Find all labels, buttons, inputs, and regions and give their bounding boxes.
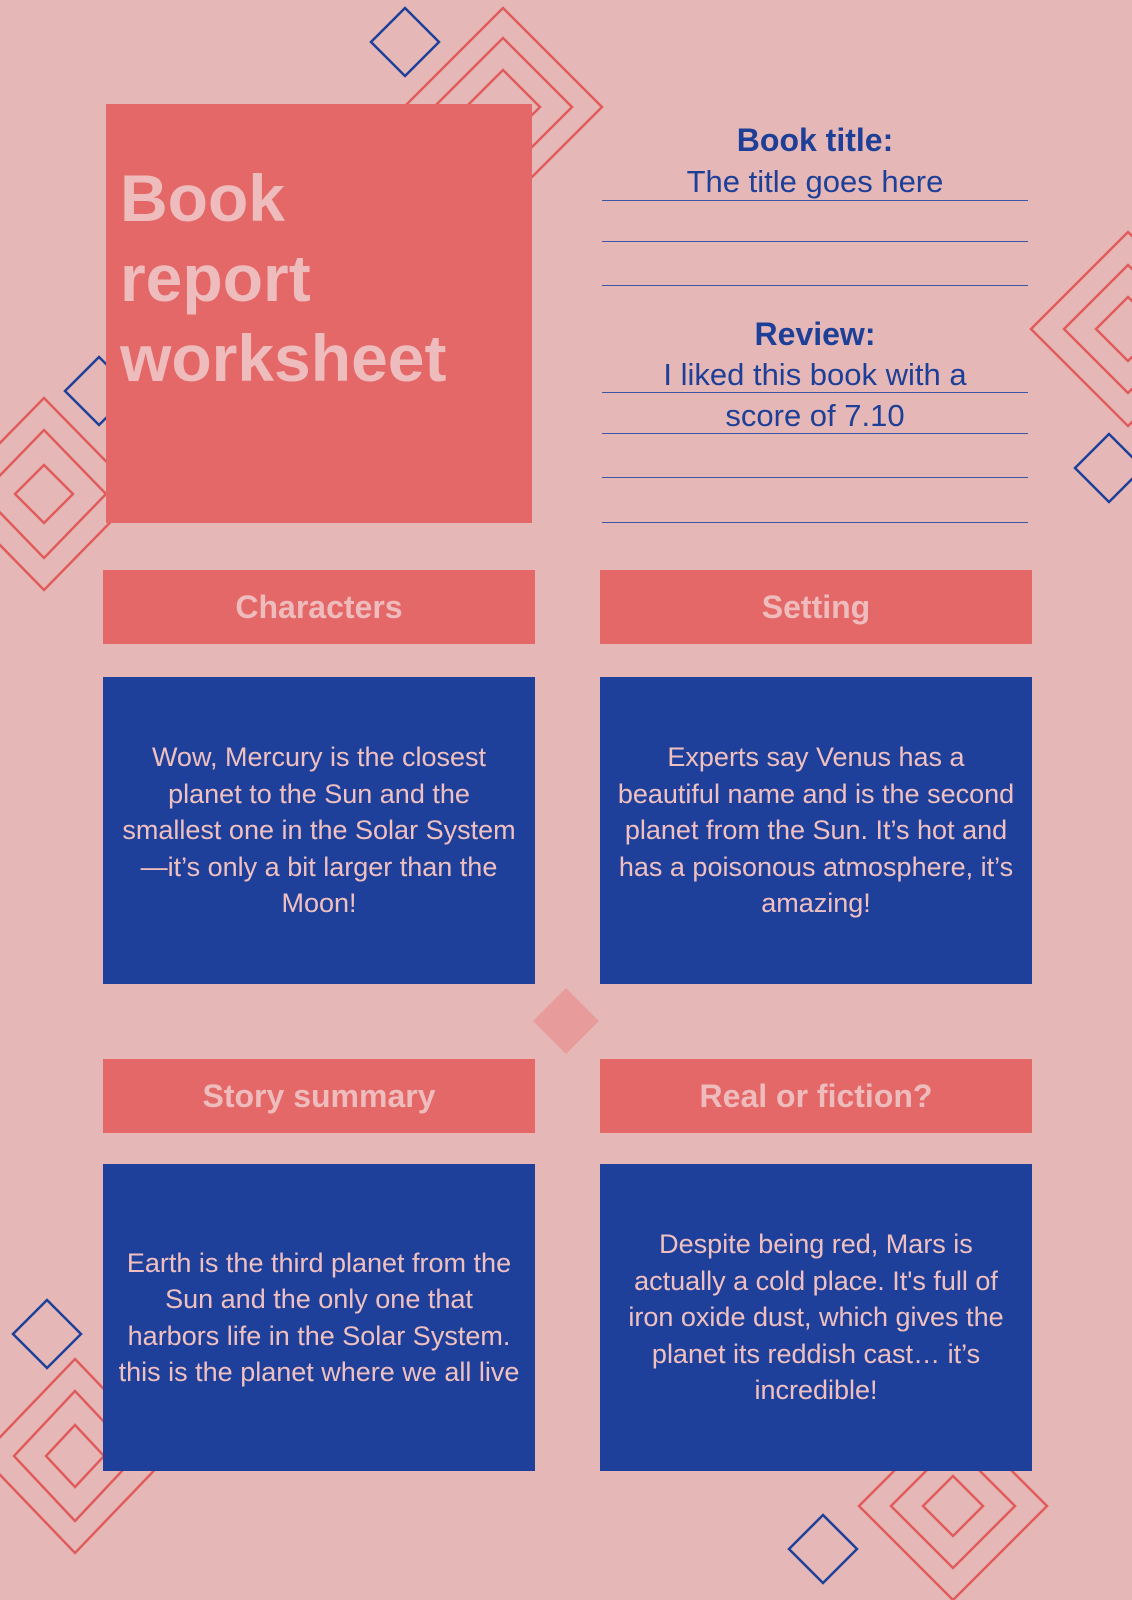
- worksheet-title: [120, 158, 446, 398]
- title-block: [106, 104, 532, 523]
- story-summary-label: Story summary: [103, 1059, 535, 1133]
- setting-box: [600, 677, 1032, 984]
- characters-label: Characters: [103, 570, 535, 644]
- writing-line: [602, 285, 1028, 286]
- setting-label: Setting: [600, 570, 1032, 644]
- writing-line: [602, 241, 1028, 242]
- title-line-3: worksheet: [120, 321, 447, 395]
- writing-line: [602, 522, 1028, 523]
- real-or-fiction-label: Real or fiction?: [600, 1059, 1032, 1133]
- writing-line: [602, 392, 1028, 393]
- book-title-value: The title goes here: [686, 164, 944, 199]
- story-summary-box: [103, 1164, 535, 1471]
- writing-line: [602, 200, 1028, 201]
- book-title-label: Book title:: [736, 122, 894, 158]
- characters-box: [103, 677, 535, 984]
- writing-line: [602, 477, 1028, 478]
- title-line-1: Book: [120, 161, 285, 235]
- setting-text: Experts say Venus has a beautiful name and is the second planet from the Sun. It’s hot and has a poisonous atmosphere, it’s amazing!: [617, 742, 1015, 919]
- real-or-fiction-text: Despite being red, Mars is actually a cold place. It's full of iron oxide dust, which gives the planet its reddish cast… it’s incredible!: [628, 1229, 1004, 1406]
- review-value-line-2: score of 7.10: [725, 398, 905, 433]
- nested-diamond-right: [1031, 232, 1132, 426]
- review-value-line-1: I liked this book with a: [663, 357, 967, 392]
- writing-line: [602, 433, 1028, 434]
- filled-diamond-center: [533, 988, 599, 1054]
- real-or-fiction-box: [600, 1164, 1032, 1471]
- characters-text: Wow, Mercury is the closest planet to the Sun and the smallest one in the Solar System—it’s only a bit larger than the Moon!: [122, 742, 516, 919]
- story-summary-text: Earth is the third planet from the Sun and the only one that harbors life in the Solar System. this is the planet where we all live: [118, 1247, 520, 1387]
- review-label: Review:: [754, 316, 876, 352]
- title-line-2: report: [120, 241, 311, 315]
